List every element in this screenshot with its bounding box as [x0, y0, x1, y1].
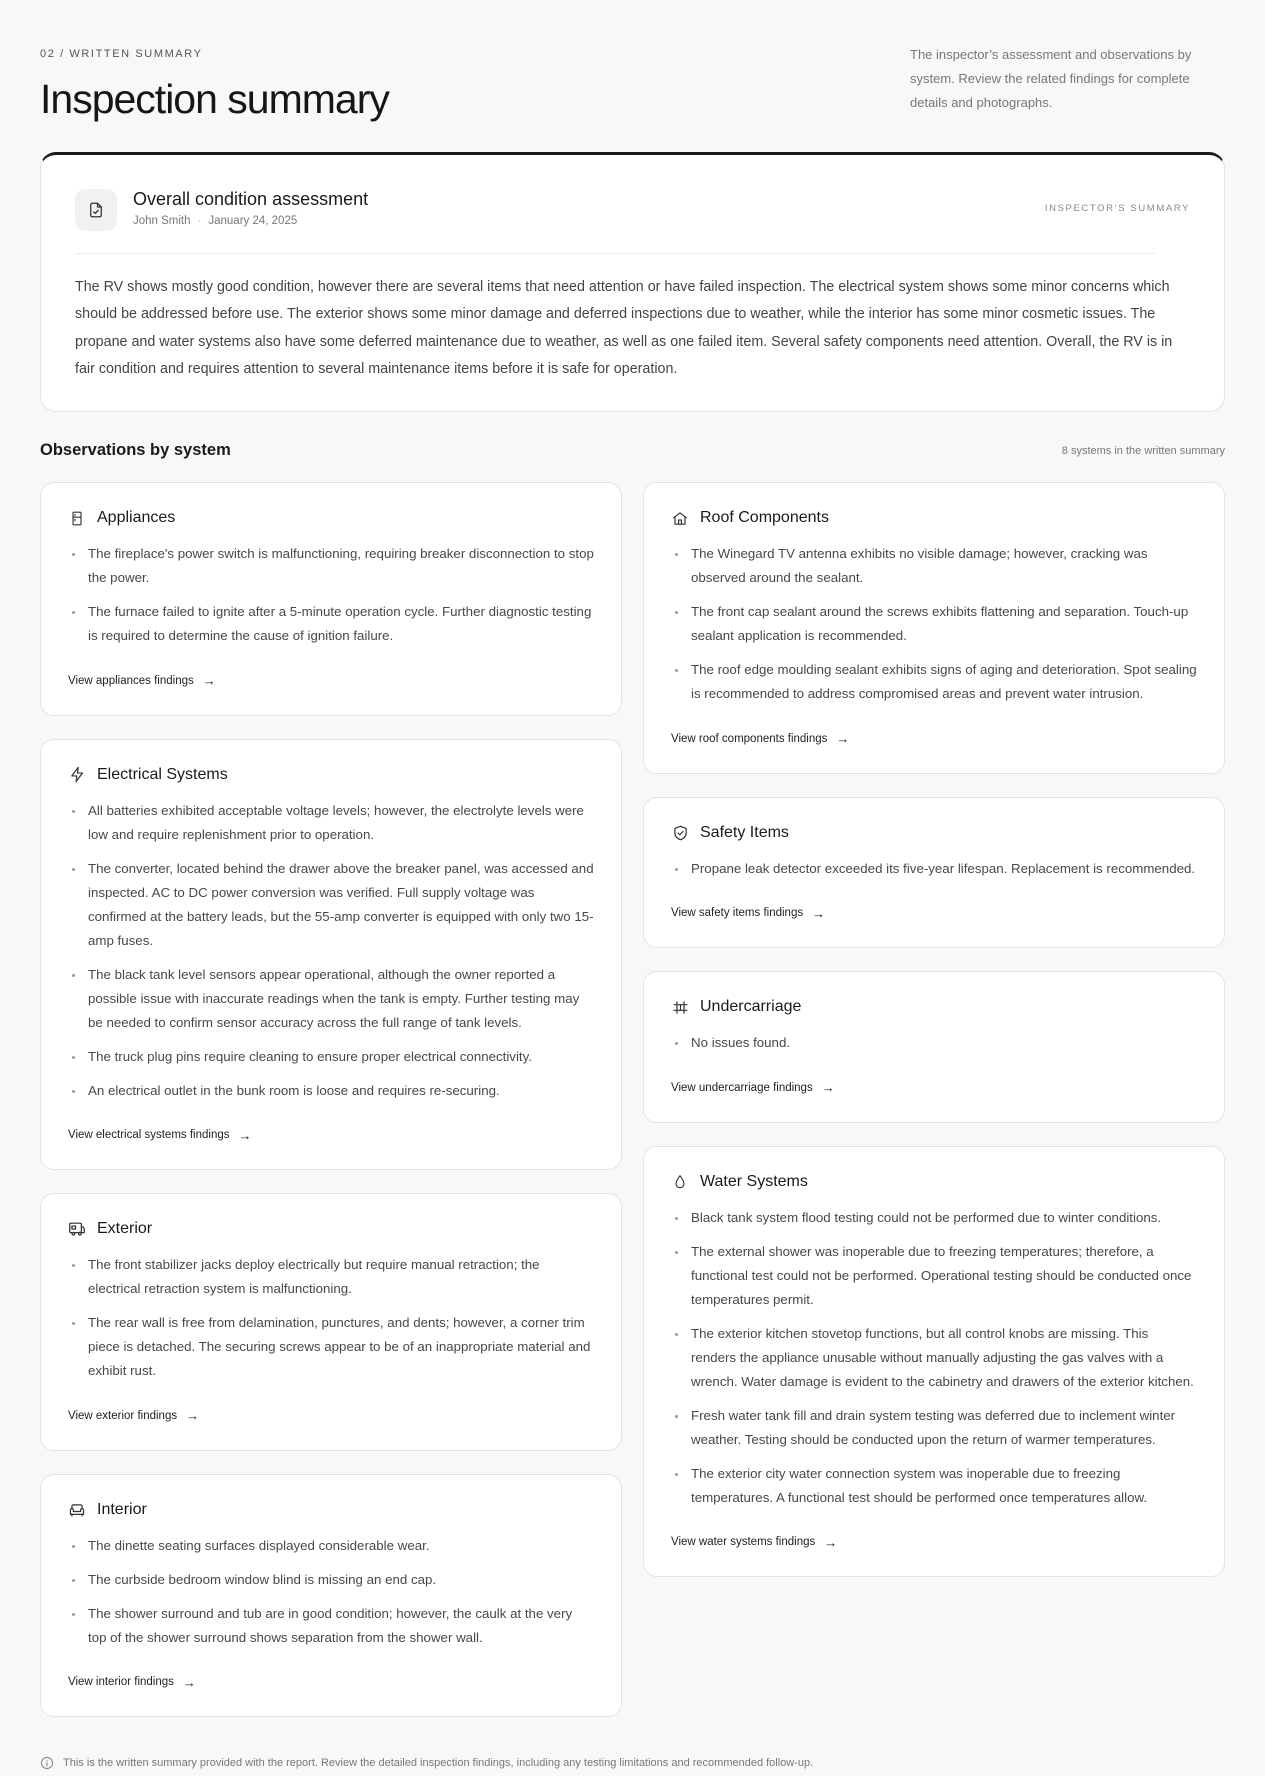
- arrow-right-icon: →: [812, 905, 826, 921]
- inspection-date: January 24, 2025: [208, 215, 298, 227]
- link-label: View electrical systems findings: [68, 1129, 230, 1141]
- view-water-systems-findings-link[interactable]: [671, 1535, 837, 1550]
- system-card-safety: [643, 797, 1225, 949]
- arrow-right-icon: →: [836, 731, 850, 746]
- inspector-summary-tag: INSPECTOR’S SUMMARY: [1044, 203, 1190, 214]
- link-label: View roof components findings: [671, 732, 828, 745]
- house-icon: [671, 509, 689, 527]
- view-exterior-findings-link[interactable]: [68, 1408, 199, 1423]
- card-title: Roof Components: [700, 509, 829, 526]
- findings-list: [671, 857, 1197, 881]
- arrow-right-icon: →: [238, 1127, 252, 1143]
- list-item: The rear wall is free from delamination, punctures, and dents; however, a corner trim piece is detached. The securing screws appear to be of an inappropriate material and exhibit rust.: [68, 1311, 594, 1383]
- list-item: All batteries exhibited acceptable voltage levels; however, the electrolyte levels were low and require replenishment prior to operation.: [68, 799, 594, 847]
- overview-divider: [75, 253, 1155, 254]
- list-item: The exterior city water connection system was inoperable due to freezing temperatures. A functional test should be performed once temperatures allow.: [671, 1462, 1197, 1510]
- page-title: Inspection summary: [40, 76, 389, 122]
- frame-grid-icon: [671, 998, 689, 1016]
- list-item: No issues found.: [671, 1031, 1197, 1055]
- link-label: View undercarriage findings: [671, 1081, 813, 1094]
- overview-body: The RV shows mostly good condition, however there are several items that need attention or have failed inspection. The electrical system shows some minor concerns which should be addressed before use. The exterior shows some minor damage and deferred inspections due to weather, while the interior has some minor cosmetic issues. The propane and water systems also have some deferred maintenance due to weather, as well as one failed item. Several safety components need attention. Overall, the RV is in fair condition and requires attention to several maintenance items before it is safe for operation.: [75, 279, 1173, 377]
- list-item: The black tank level sensors appear operational, although the owner reported a possible issue with inaccurate readings when the tank is empty. Further testing may be needed to confirm sensor accuracy across the full range of tank levels.: [68, 963, 594, 1035]
- card-title: Water Systems: [700, 1172, 808, 1190]
- link-label: View interior findings: [68, 1676, 174, 1688]
- list-item: The shower surround and tub are in good condition; however, the caulk at the very top of the shower surround shows separation from the shower wall.: [68, 1602, 594, 1650]
- list-item: The furnace failed to ignite after a 5-minute operation cycle. Further diagnostic testing is required to determine the cause of ignition failure.: [68, 600, 594, 648]
- view-electrical-systems-findings-link[interactable]: [68, 1128, 252, 1143]
- list-item: Black tank system flood testing could not be performed due to winter conditions.: [671, 1206, 1197, 1230]
- sofa-icon: [68, 1501, 86, 1519]
- list-item: The fireplace's power switch is malfunctioning, requiring breaker disconnection to stop the power.: [68, 542, 594, 590]
- view-appliances-findings-link[interactable]: [68, 673, 216, 688]
- arrow-right-icon: →: [202, 673, 216, 688]
- card-title: Electrical Systems: [97, 765, 228, 783]
- card-title: Exterior: [97, 1220, 153, 1237]
- overall-condition-card: [40, 152, 1225, 412]
- system-card-roof: [643, 482, 1225, 774]
- system-card-appliances: [40, 482, 622, 716]
- list-item: The truck plug pins require cleaning to ensure proper electrical connectivity.: [68, 1045, 594, 1069]
- system-card-interior: [40, 1474, 622, 1718]
- overview-title: Overall condition assessment: [133, 189, 369, 209]
- meta-separator: ·: [197, 215, 202, 227]
- arrow-right-icon: →: [821, 1080, 835, 1095]
- overview-meta: [133, 215, 297, 227]
- findings-list: [68, 1253, 594, 1383]
- footer-note: [40, 1756, 813, 1770]
- list-item: The curbside bedroom window blind is missing an end cap.: [68, 1568, 594, 1592]
- card-title: Appliances: [97, 509, 176, 526]
- list-item: The external shower was inoperable due to freezing temperatures; therefore, a functional test could not be performed. Operational testing should be conducted once temperatures permit.: [671, 1240, 1197, 1312]
- footer-text: This is the written summary provided with the report. Review the detailed inspection findings, including any testing limitations and recommended follow-up.: [63, 1757, 814, 1769]
- arrow-right-icon: →: [186, 1408, 200, 1423]
- arrow-right-icon: →: [824, 1534, 838, 1550]
- list-item: Fresh water tank fill and drain system testing was deferred due to inclement winter weather. Testing should be conducted upon the return of warmer temperatures.: [671, 1404, 1197, 1452]
- list-item: The dinette seating surfaces displayed considerable wear.: [68, 1534, 594, 1558]
- view-safety-items-findings-link[interactable]: [671, 906, 825, 921]
- link-label: View exterior findings: [68, 1409, 178, 1422]
- card-title: Safety Items: [700, 823, 789, 841]
- findings-list: [671, 1031, 1197, 1055]
- system-card-exterior: [40, 1193, 622, 1451]
- info-icon: [40, 1756, 54, 1770]
- header-note: The inspector’s assessment and observations by system. Review the related findings for complete details and photographs.: [910, 47, 1192, 110]
- systems-column-left: [40, 482, 622, 1740]
- findings-list: [68, 542, 594, 648]
- findings-list: [68, 1534, 594, 1650]
- card-title: Interior: [97, 1500, 147, 1518]
- system-card-water: [643, 1146, 1225, 1578]
- list-item: The roof edge moulding sealant exhibits signs of aging and deterioration. Spot sealing is recommended to address compromised areas and prevent water intrusion.: [671, 658, 1197, 706]
- systems-column-right: [643, 482, 1225, 1600]
- system-card-undercarriage: [643, 971, 1225, 1123]
- findings-list: [671, 1206, 1197, 1510]
- findings-list: [68, 799, 594, 1103]
- link-label: View appliances findings: [68, 674, 194, 687]
- list-item: Propane leak detector exceeded its five-year lifespan. Replacement is recommended.: [671, 857, 1197, 881]
- findings-list: [671, 542, 1197, 706]
- water-drop-icon: [671, 1173, 689, 1191]
- inspector-name: John Smith: [133, 215, 191, 227]
- list-item: The exterior kitchen stovetop functions, but all control knobs are missing. This renders the appliance unusable without manually adjusting the gas valves with a wrench. Water damage is evident to the cabinetry and drawers of the exterior kitchen.: [671, 1322, 1197, 1394]
- list-item: The converter, located behind the drawer above the breaker panel, was accessed and inspected. AC to DC power conversion was verified. Full supply voltage was confirmed at the battery leads, but the 55-amp converter is equipped with only two 15-amp fuses.: [68, 857, 594, 953]
- lightning-icon: [68, 766, 86, 784]
- shield-check-icon: [671, 824, 689, 842]
- view-undercarriage-findings-link[interactable]: [671, 1080, 835, 1095]
- list-item: The Winegard TV antenna exhibits no visible damage; however, cracking was observed around the sealant.: [671, 542, 1197, 590]
- link-label: View water systems findings: [671, 1536, 816, 1548]
- list-item: The front stabilizer jacks deploy electrically but require manual retraction; the electrical retraction system is malfunctioning.: [68, 1253, 594, 1301]
- link-label: View safety items findings: [671, 907, 804, 919]
- card-title: Undercarriage: [700, 998, 802, 1015]
- refrigerator-icon: [68, 509, 86, 527]
- section-eyebrow: 02 / WRITTEN SUMMARY: [40, 48, 203, 60]
- file-check-icon: [75, 189, 117, 231]
- view-roof-components-findings-link[interactable]: [671, 731, 849, 746]
- list-item: An electrical outlet in the bunk room is loose and requires re-securing.: [68, 1079, 594, 1103]
- observations-title: Observations by system: [40, 441, 231, 459]
- rv-vehicle-icon: [68, 1220, 86, 1238]
- list-item: The front cap sealant around the screws exhibits flattening and separation. Touch-up sealant application is recommended.: [671, 600, 1197, 648]
- systems-count: 8 systems in the written summary: [1061, 445, 1225, 457]
- system-card-electrical: [40, 739, 622, 1171]
- arrow-right-icon: →: [182, 1674, 196, 1690]
- view-interior-findings-link[interactable]: [68, 1675, 196, 1690]
